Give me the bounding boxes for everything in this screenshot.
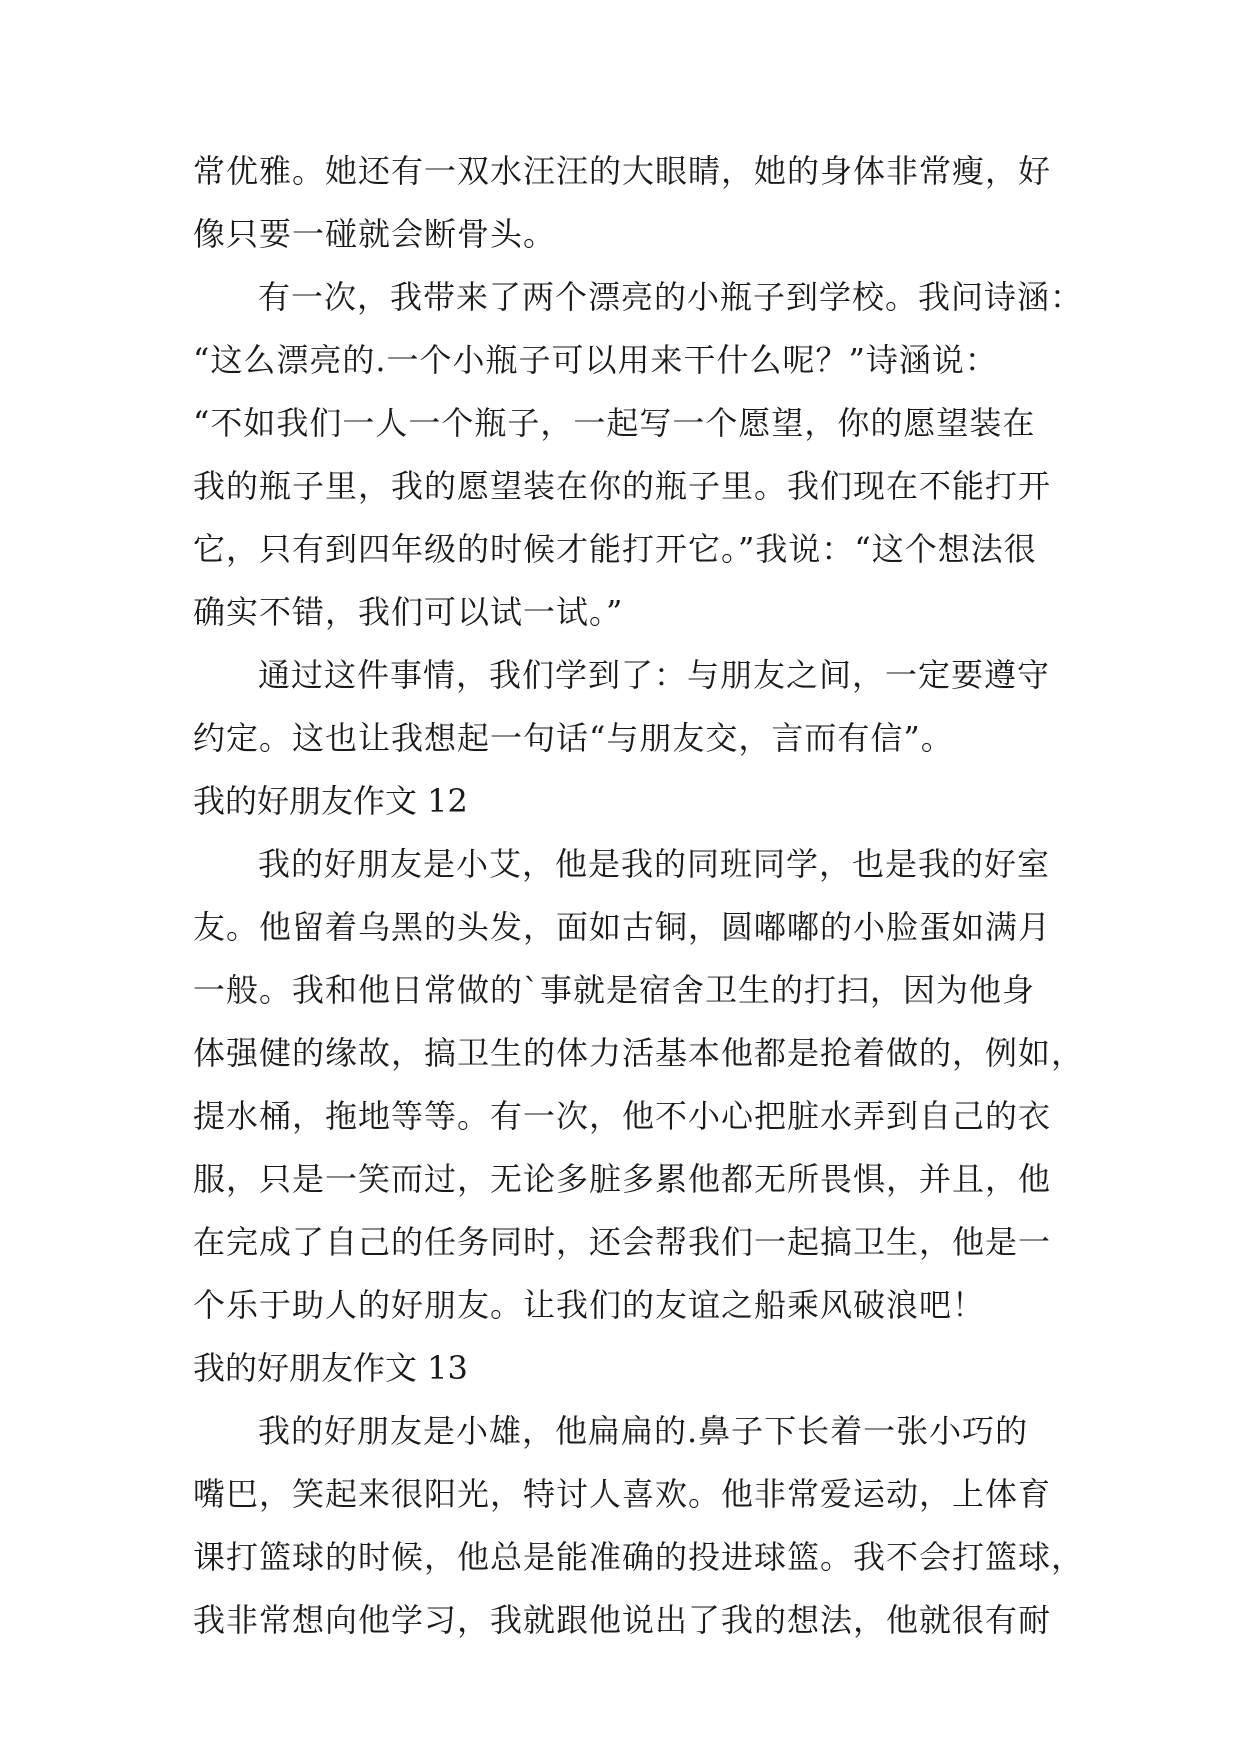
text-line: 我非常想向他学习，我就跟他说出了我的想法，他就很有耐 — [193, 1601, 1052, 1639]
text-line: 我的瓶子里，我的愿望装在你的瓶子里。我们现在不能打开 — [193, 467, 1052, 505]
text-line: 确实不错，我们可以试一试。” — [193, 593, 624, 631]
text-line: 一般。我和他日常做的`事就是宿舍卫生的打扫，因为他身 — [193, 971, 1036, 1009]
paragraph-start-line: 通过这件事情，我们学到了：与朋友之间，一定要遵守 — [258, 656, 1051, 694]
text-line: 它，只有到四年级的时候才能打开它。”我说：“这个想法很 — [193, 530, 1037, 568]
text-line: 提水桶，拖地等等。有一次，他不小心把脏水弄到自己的衣 — [193, 1097, 1052, 1135]
section-heading: 我的好朋友作文 13 — [193, 1349, 468, 1387]
text-line: 约定。这也让我想起一句话“与朋友交，言而有信”。 — [193, 719, 954, 757]
text-line: 体强健的缘故，搞卫生的体力活基本他都是抢着做的，例如， — [193, 1034, 1085, 1072]
text-line: 课打篮球的时候，他总是能准确的投进球篮。我不会打篮球， — [193, 1538, 1085, 1576]
text-line: 个乐于助人的好朋友。让我们的友谊之船乘风破浪吧！ — [193, 1286, 986, 1324]
text-line: 服，只是一笑而过，无论多脏多累他都无所畏惧，并且，他 — [193, 1160, 1052, 1198]
document-body — [193, 140, 1085, 1652]
text-line: 嘴巴，笑起来很阳光，特讨人喜欢。他非常爱运动，上体育 — [193, 1475, 1052, 1513]
text-line: “不如我们一人一个瓶子，一起写一个愿望，你的愿望装在 — [193, 404, 1036, 442]
text-line: 友。他留着乌黑的头发，面如古铜，圆嘟嘟的小脸蛋如满月 — [193, 908, 1052, 946]
paragraph-start-line: 我的好朋友是小雄，他扁扁的.鼻子下长着一张小巧的 — [258, 1412, 1029, 1450]
paragraph-start-line: 我的好朋友是小艾，他是我的同班同学，也是我的好室 — [258, 845, 1051, 883]
text-line: 像只要一碰就会断骨头。 — [193, 215, 557, 253]
section-heading: 我的好朋友作文 12 — [193, 782, 468, 820]
paragraph-start-line: 有一次，我带来了两个漂亮的小瓶子到学校。我问诗涵： — [258, 278, 1084, 316]
text-line: 常优雅。她还有一双水汪汪的大眼睛，她的身体非常瘦，好 — [193, 152, 1052, 190]
text-line: 在完成了自己的任务同时，还会帮我们一起搞卫生，他是一 — [193, 1223, 1052, 1261]
text-line: “这么漂亮的.一个小瓶子可以用来干什么呢？”诗涵说： — [193, 341, 998, 379]
